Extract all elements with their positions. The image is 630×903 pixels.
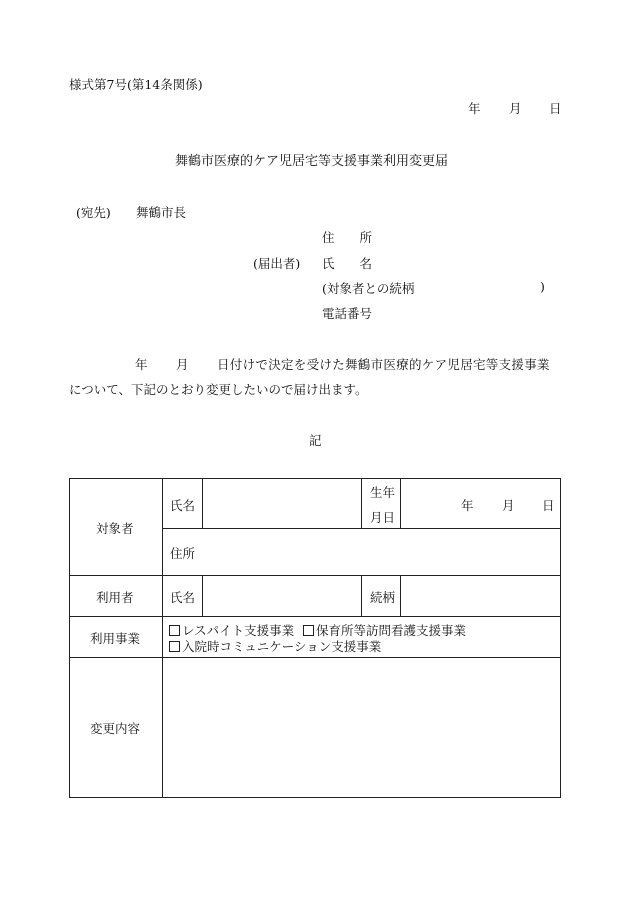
hospital-label: 入院時コミュニケーション支援事業	[182, 639, 382, 654]
applicant-label: (届出者)	[253, 256, 301, 271]
applicant-address-label: 住 所	[322, 230, 373, 245]
subject-address-label: 住所	[170, 546, 196, 561]
user-name-label: 氏名	[170, 590, 196, 605]
change-label: 変更内容	[90, 721, 141, 736]
birth-month: 月	[502, 498, 515, 513]
applicant-relation-close: )	[540, 279, 545, 294]
nursery-label: 保育所等訪問看護支援事業	[316, 623, 467, 638]
subject-address-field[interactable]	[203, 529, 559, 574]
subject-name-label: 氏名	[170, 498, 196, 513]
body-line2: について、下記のとおり変更したいので届け出ます。	[69, 382, 368, 397]
user-name-field[interactable]	[203, 576, 360, 615]
date-year-label: 年	[468, 101, 481, 116]
user-label: 利用者	[96, 590, 134, 605]
service-label: 利用事業	[90, 631, 141, 646]
birth-label-2: 月日	[370, 510, 396, 525]
table-border-right	[560, 478, 561, 798]
nursery-checkbox[interactable]	[303, 625, 314, 636]
applicant-relation-label: (対象者との続柄	[322, 281, 415, 296]
col-line-birth-label-left	[361, 478, 362, 528]
applicant-phone-label: 電話番号	[322, 306, 373, 321]
body-line1: 日付けで決定を受けた舞鶴市医療的ケア児居宅等支援事業	[217, 357, 550, 372]
row-line-user-end	[69, 616, 561, 617]
respite-checkbox[interactable]	[169, 625, 180, 636]
relation-label: 続柄	[370, 590, 396, 605]
applicant-name-label: 氏 名	[322, 256, 373, 271]
document-title: 舞鶴市医療的ケア児居宅等支援事業利用変更届	[175, 154, 449, 169]
col-line-relation-left	[361, 575, 362, 616]
form-table	[69, 478, 561, 798]
birth-label-1: 生年	[370, 485, 396, 500]
date-month-label: 月	[509, 101, 522, 116]
table-border-bottom	[69, 797, 561, 798]
hospital-checkbox[interactable]	[169, 641, 180, 652]
table-border-left	[69, 478, 70, 798]
date-day-label: 日	[549, 101, 562, 116]
body-year: 年	[135, 357, 148, 372]
form-id: 様式第7号(第14条関係)	[69, 77, 203, 92]
relation-field[interactable]	[401, 576, 559, 615]
col-line-birth-label-right	[400, 478, 401, 528]
addressee-name: 舞鶴市長	[136, 205, 187, 220]
respite-label: レスパイト支援事業	[182, 623, 295, 638]
subject-name-field[interactable]	[203, 479, 360, 527]
service-option-hospital[interactable]	[169, 637, 381, 655]
addressee-prefix: (宛先)	[76, 205, 111, 220]
change-content-field[interactable]	[163, 658, 559, 796]
subject-label: 対象者	[96, 521, 134, 536]
birth-day: 日	[542, 498, 555, 513]
birth-year: 年	[461, 498, 474, 513]
body-month: 月	[176, 357, 189, 372]
ki-heading: 記	[309, 433, 322, 448]
